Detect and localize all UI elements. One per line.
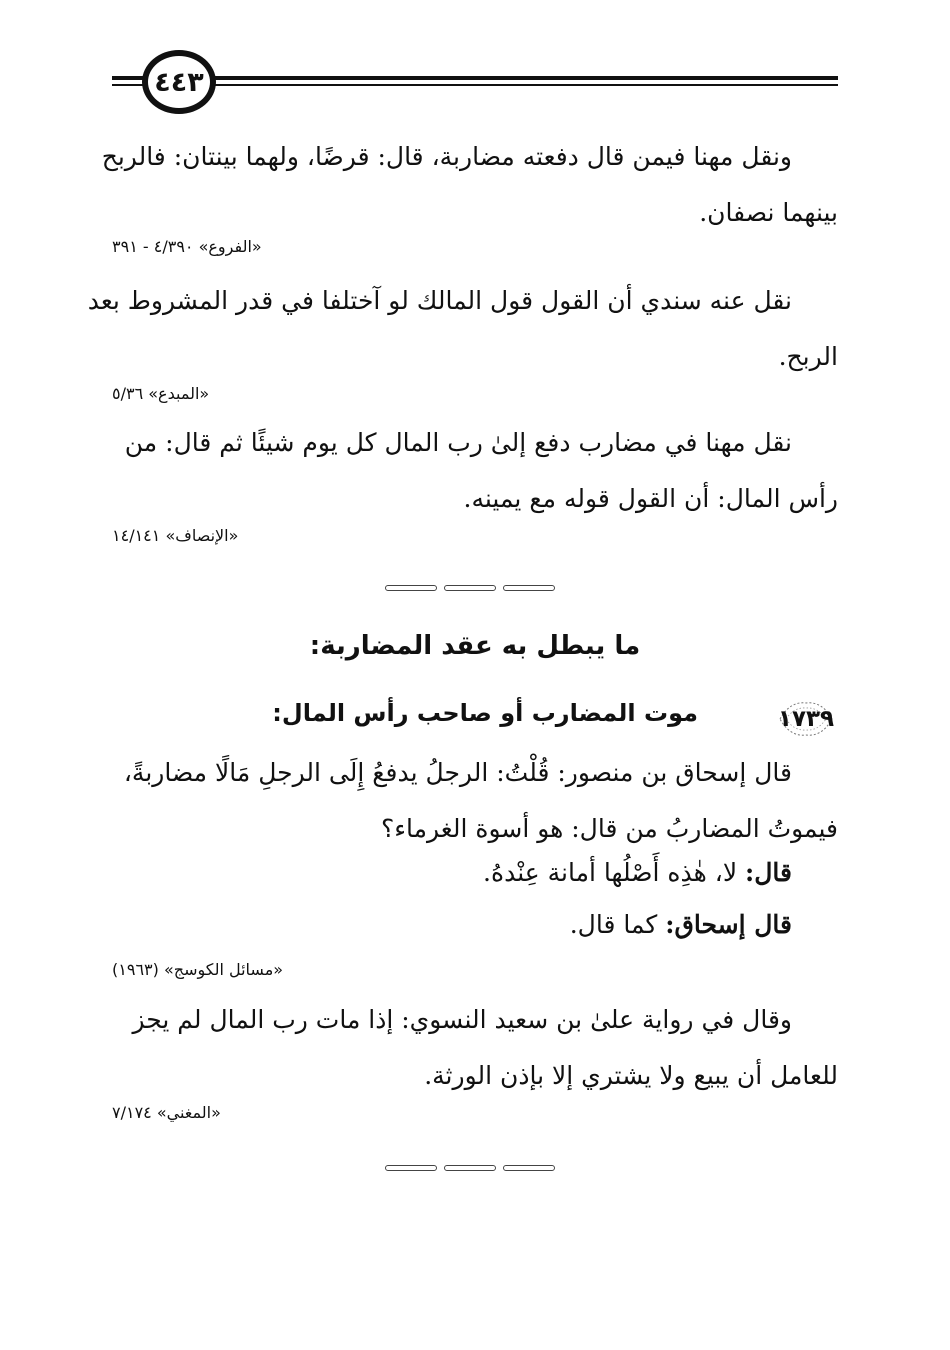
section-heading: ما يبطل به عقد المضاربة:: [309, 631, 641, 661]
page-number-medallion: [142, 50, 216, 114]
paragraph-3: [112, 415, 838, 527]
source-reference-2: «المبدع» ٥/٣٦: [112, 384, 210, 403]
item-title: موت المضارب أو صاحب رأس المال:: [272, 699, 698, 727]
paragraph-1: [101, 129, 838, 241]
item-number: ١٧٣٩: [777, 706, 835, 732]
paragraph-line: قال إسحاق بن منصور: قُلْتُ: الرجلُ يدفعُ إِلَى الرجلِ مَالًا مضاربةً،: [123, 758, 792, 787]
ornament-divider-bottom: [385, 1162, 555, 1174]
answer-text: كما قال.: [569, 910, 666, 939]
source-reference-1: «الفروع» ٤/٣٩٠ - ٣٩١: [112, 237, 262, 256]
answer-text: لا، هٰذِه أَصْلُها أمانة عِنْدهُ.: [483, 858, 746, 887]
ornament-divider: [385, 582, 555, 594]
paragraph-line: رأس المال: أن القول قوله مع يمينه.: [463, 484, 838, 513]
question-paragraph: [112, 745, 838, 857]
source-reference-5: «المغني» ٧/١٧٤: [112, 1103, 221, 1122]
paragraph-line: نقل مهنا في مضارب دفع إلىٰ رب المال كل يوم شيئًا ثم قال: من: [124, 428, 792, 457]
source-reference-3: «الإنصاف» ١٤/١٤١: [112, 526, 239, 545]
item-header: [112, 697, 838, 741]
answer-label: قال:: [745, 858, 792, 887]
page-number: ٤٤٣: [154, 66, 204, 98]
paragraph-line: وقال في رواية علىٰ بن سعيد النسوي: إذا مات رب المال لم يجز: [132, 1005, 792, 1034]
answer-2: [112, 897, 838, 953]
paragraph-line: فيموتُ المضاربُ من قال: هو أسوة الغرماء؟: [380, 814, 838, 843]
paragraph-line: ونقل مهنا فيمن قال دفعته مضاربة، قال: قرضًا، ولهما بينتان: فالربح: [101, 142, 792, 171]
item-number-badge: [774, 697, 838, 741]
header-rule: [112, 76, 838, 80]
paragraph-2: [87, 273, 838, 385]
header-rule-thin: [112, 84, 838, 86]
answer-1: [112, 845, 838, 901]
paragraph-line: للعامل أن يبيع ولا يشتري إلا بإذن الورثة.: [424, 1061, 838, 1090]
narration-paragraph: [112, 992, 838, 1104]
paragraph-line: بينهما نصفان.: [699, 198, 838, 227]
paragraph-line: نقل عنه سندي أن القول قول المالك لو آختلفا في قدر المشروط بعد: [87, 286, 792, 315]
source-reference-4: «مسائل الكوسج» (١٩٦٣): [112, 960, 284, 979]
answer-label: قال إسحاق:: [665, 910, 792, 939]
paragraph-line: الربح.: [778, 342, 838, 371]
